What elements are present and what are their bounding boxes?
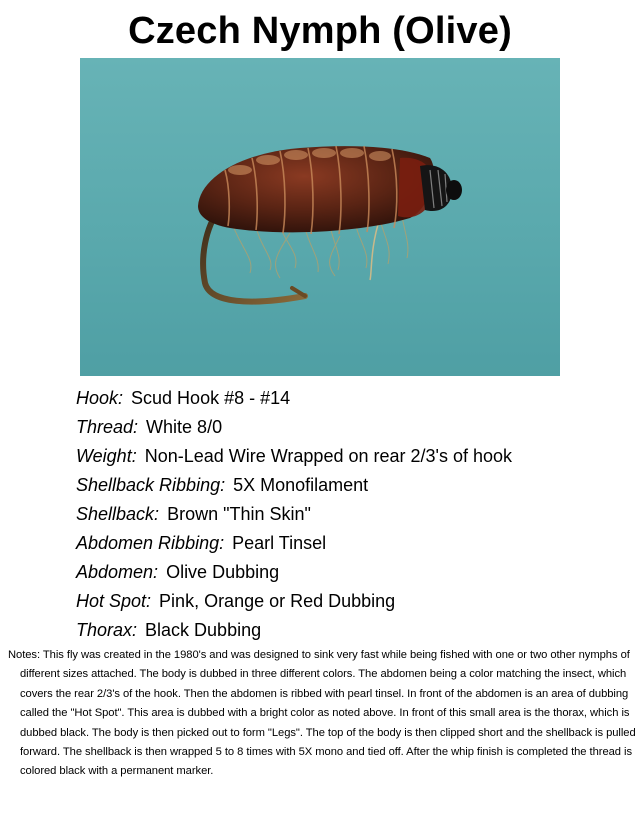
recipe-value: Pearl Tinsel — [232, 533, 327, 553]
recipe-row-abdomen-ribbing — [76, 529, 616, 558]
recipe-label: Hook: — [76, 388, 124, 408]
recipe-label: Abdomen: — [76, 562, 159, 582]
recipe-value: Brown "Thin Skin" — [167, 504, 311, 524]
recipe-label: Abdomen Ribbing: — [76, 533, 225, 553]
recipe-row-thorax — [76, 616, 616, 645]
recipe-value: Non-Lead Wire Wrapped on rear 2/3's of hook — [144, 446, 513, 466]
fly-illustration — [80, 58, 560, 376]
recipe-value: Black Dubbing — [145, 620, 262, 640]
recipe-label: Hot Spot: — [76, 591, 152, 611]
recipe-value: Olive Dubbing — [166, 562, 280, 582]
fly-photo — [80, 58, 560, 376]
recipe-row-thread — [76, 413, 616, 442]
recipe-value: 5X Monofilament — [233, 475, 369, 495]
notes-text: Notes: This fly was created in the 1980's and was designed to sink very fast while being fished with one or two other nymphs of different sizes attached. The body is dubbed in three different colors. The abdomen being a color matching the insect, which covers the rear 2/3's of the hook. Then the abdomen is ribbed with pearl tinsel. In front of the abdomen is an area of dubbing called the "Hot Spot". This area is dubbed with a bright color as noted above. In front of this small area is the thorax, which is dubbed black. The body is then picked out to form "Legs". The top of the body is then clipped short and the shellback is pulled forward. The shellback is then wrapped 5 to 8 times with 5X mono and tied off. After the whip finish is completed the thread is colored black with a permanent marker. — [8, 649, 636, 778]
recipe-label: Weight: — [76, 446, 137, 466]
notes-section — [8, 646, 636, 782]
recipe-value: White 8/0 — [146, 417, 223, 437]
recipe-row-shellback — [76, 500, 616, 529]
recipe-row-hook — [76, 384, 616, 413]
recipe-value: Scud Hook #8 - #14 — [131, 388, 291, 408]
page-title: Czech Nymph (Olive) — [128, 10, 512, 52]
recipe-label: Thorax: — [76, 620, 138, 640]
recipe-value: Pink, Orange or Red Dubbing — [159, 591, 396, 611]
recipe-label: Shellback: — [76, 504, 160, 524]
recipe-list — [76, 384, 616, 645]
recipe-row-hot-spot — [76, 587, 616, 616]
recipe-label: Shellback Ribbing: — [76, 475, 226, 495]
recipe-row-shellback-ribbing — [76, 471, 616, 500]
recipe-row-weight — [76, 442, 616, 471]
recipe-row-abdomen — [76, 558, 616, 587]
recipe-label: Thread: — [76, 417, 139, 437]
